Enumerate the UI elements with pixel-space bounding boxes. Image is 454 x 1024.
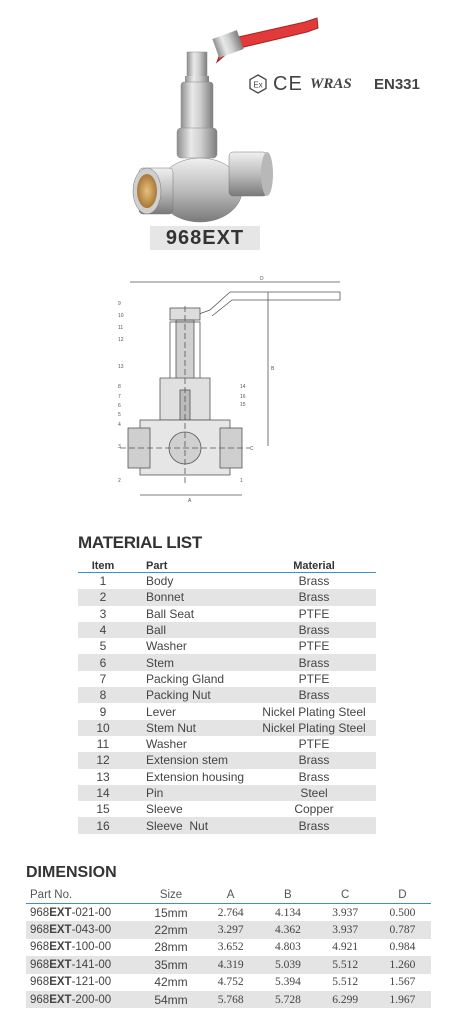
dim-label-b: B — [271, 366, 275, 372]
material-item-cell: 7 — [99, 671, 107, 686]
dimension-title: DIMENSION — [26, 864, 117, 881]
material-part-cell: Lever — [146, 704, 177, 719]
dimension-c-cell: 3.937 — [332, 906, 359, 919]
dimension-size-cell: 42mm — [154, 975, 188, 990]
dimension-d-cell: 1.567 — [389, 976, 416, 989]
dimension-b-cell: 5.728 — [274, 993, 301, 1006]
dimension-b-cell: 4.803 — [274, 941, 301, 954]
material-part-cell: Bonnet — [146, 590, 185, 605]
dimension-size-cell: 54mm — [154, 992, 188, 1007]
dimension-part-no-cell — [26, 921, 140, 938]
dim-label-a: A — [188, 498, 192, 504]
material-row — [78, 638, 376, 654]
material-row — [78, 785, 376, 801]
valve-technical-drawing — [100, 270, 360, 505]
callout-15: 15 — [240, 402, 246, 408]
part-no-prefix: 968 — [30, 941, 50, 954]
dimension-b-cell: 4.362 — [274, 924, 301, 937]
valve-product-photo — [125, 10, 325, 225]
material-material-cell: Brass — [298, 769, 330, 784]
part-no-bold: EXT — [49, 924, 72, 937]
material-material-cell: PTFE — [298, 606, 330, 621]
material-row — [78, 752, 376, 768]
material-material-cell: Brass — [298, 753, 330, 768]
material-item-cell: 14 — [96, 786, 110, 800]
header-size: Size — [159, 888, 183, 901]
dimension-row — [26, 991, 431, 1008]
dimension-b-cell: 5.039 — [274, 958, 301, 971]
material-part-cell: Packing Nut — [146, 688, 211, 703]
callout-11a: 11 — [118, 325, 124, 331]
dimension-size-cell: 28mm — [154, 940, 188, 955]
material-item-cell: 6 — [99, 655, 107, 670]
svg-text:Ex: Ex — [253, 80, 263, 90]
header-part-no: Part No. — [30, 888, 73, 901]
material-row — [78, 703, 376, 719]
material-row — [78, 606, 376, 622]
dimension-d-cell: 1.967 — [389, 993, 416, 1006]
material-row — [78, 622, 376, 638]
material-row — [78, 801, 376, 817]
dimension-a-cell: 2.764 — [217, 906, 244, 919]
material-item-cell: 11 — [96, 737, 110, 752]
material-part-cell: Body — [146, 574, 174, 589]
dimension-d-cell: 0.500 — [389, 906, 416, 919]
part-no-prefix: 968 — [30, 993, 50, 1006]
part-no-suffix: -141-00 — [71, 958, 112, 971]
callout-12: 12 — [118, 337, 124, 343]
dim-label-c: C — [250, 446, 254, 452]
dimension-part-no-cell — [26, 904, 140, 922]
dimension-b-cell: 4.134 — [274, 906, 301, 919]
part-no-bold: EXT — [49, 993, 72, 1006]
material-item-cell: 15 — [96, 802, 110, 817]
material-material-cell: Nickel Plating Steel — [262, 704, 366, 719]
material-material-cell: Brass — [298, 818, 330, 833]
material-part-cell: Ball Seat — [146, 606, 195, 621]
callout-16: 16 — [240, 394, 246, 400]
material-item-cell: 2 — [99, 590, 107, 605]
callout-9: 9 — [118, 301, 121, 307]
dimension-a-cell: 5.768 — [217, 993, 244, 1006]
callout-10: 10 — [118, 313, 124, 319]
material-row — [78, 687, 376, 703]
dimension-a-cell: 3.297 — [217, 924, 244, 937]
callout-2: 2 — [118, 478, 121, 484]
material-item-cell: 5 — [99, 639, 107, 654]
part-no-suffix: -121-00 — [71, 976, 112, 989]
part-no-prefix: 968 — [30, 906, 50, 919]
part-no-bold: EXT — [49, 976, 72, 989]
material-item-cell: 13 — [96, 769, 110, 784]
part-no-prefix: 968 — [30, 958, 50, 971]
part-no-suffix: -043-00 — [71, 924, 112, 937]
header-a: A — [226, 888, 235, 901]
material-item-cell: 8 — [99, 688, 107, 703]
header-b: B — [284, 888, 292, 901]
wras-mark: WRAS — [310, 76, 352, 92]
material-material-cell: PTFE — [298, 671, 330, 686]
header-material: Material — [293, 559, 335, 572]
callout-14: 14 — [240, 384, 246, 390]
dimension-table — [26, 886, 431, 1008]
dimension-part-no-cell — [26, 991, 140, 1008]
callout-5: 5 — [118, 412, 121, 418]
dimension-row — [26, 921, 431, 938]
material-row — [78, 736, 376, 752]
material-part-cell: Extension housing — [146, 769, 245, 784]
en331-mark: EN331 — [374, 76, 420, 93]
part-no-suffix: -021-00 — [71, 906, 112, 919]
ex-hexagon-icon — [248, 74, 268, 94]
ce-mark: CE — [273, 73, 303, 95]
material-part-cell: Washer — [146, 639, 187, 654]
material-material-cell: Copper — [294, 802, 334, 817]
dimension-row — [26, 904, 431, 922]
material-material-cell: Brass — [298, 590, 330, 605]
ex-mark — [248, 74, 268, 99]
material-row — [78, 589, 376, 605]
callout-3: 3 — [118, 444, 121, 450]
material-item-cell: 10 — [96, 720, 110, 735]
callout-7: 7 — [118, 394, 121, 400]
material-material-cell: Nickel Plating Steel — [262, 720, 366, 735]
material-row — [78, 573, 376, 590]
dimension-part-no-cell — [26, 974, 140, 991]
header-d: D — [398, 888, 407, 901]
callout-4: 4 — [118, 422, 121, 428]
material-part-cell: Packing Gland — [146, 671, 225, 686]
material-material-cell: PTFE — [298, 737, 330, 752]
dimension-header-row — [26, 886, 431, 904]
dim-label-d: D — [260, 276, 264, 282]
material-header-row — [78, 559, 376, 573]
material-row — [78, 654, 376, 670]
dimension-c-cell: 4.921 — [332, 941, 359, 954]
header-part: Part — [146, 559, 168, 572]
dimension-d-cell: 1.260 — [389, 958, 416, 971]
material-list-table — [78, 559, 376, 834]
material-item-cell: 9 — [99, 704, 107, 719]
dimension-size-cell: 22mm — [154, 923, 188, 938]
model-label: 968EXT — [150, 226, 260, 250]
material-part-cell: Washer — [146, 737, 187, 752]
dimension-d-cell: 0.984 — [389, 941, 416, 954]
dimension-d-cell: 0.787 — [389, 924, 416, 937]
header-item: Item — [91, 559, 115, 572]
dimension-c-cell: 3.937 — [332, 924, 359, 937]
part-no-prefix: 968 — [30, 976, 50, 989]
dimension-row — [26, 939, 431, 956]
material-material-cell: Brass — [298, 623, 330, 638]
material-part-cell: Pin — [146, 786, 164, 800]
part-no-bold: EXT — [49, 958, 72, 971]
part-no-prefix: 968 — [30, 924, 50, 937]
material-item-cell: 4 — [99, 623, 107, 638]
dimension-a-cell: 3.652 — [217, 941, 244, 954]
part-no-bold: EXT — [49, 906, 72, 919]
material-material-cell: Steel — [300, 786, 328, 800]
part-no-bold: EXT — [49, 941, 72, 954]
dimension-c-cell: 5.512 — [332, 958, 359, 971]
material-row — [78, 769, 376, 785]
dimension-part-no-cell — [26, 939, 140, 956]
material-material-cell: PTFE — [298, 639, 330, 654]
material-item-cell: 3 — [99, 606, 107, 621]
callout-8: 8 — [118, 384, 121, 390]
dimension-a-cell: 4.319 — [217, 958, 244, 971]
material-row — [78, 671, 376, 687]
dimension-part-no-cell — [26, 956, 140, 973]
material-part-cell: Sleeve Nut — [146, 818, 209, 833]
material-material-cell: Brass — [298, 574, 330, 589]
dimension-row — [26, 956, 431, 973]
dimension-row — [26, 974, 431, 991]
part-no-suffix: -200-00 — [71, 993, 112, 1006]
material-material-cell: Brass — [298, 688, 330, 703]
material-item-cell: 16 — [96, 818, 110, 833]
material-part-cell: Stem — [146, 655, 175, 670]
material-part-cell: Ball — [146, 623, 167, 638]
part-no-suffix: -100-00 — [71, 941, 112, 954]
dimension-c-cell: 5.512 — [332, 976, 359, 989]
dimension-b-cell: 5.394 — [274, 976, 301, 989]
header-c: C — [340, 888, 350, 901]
callout-1: 1 — [240, 478, 243, 484]
callout-6: 6 — [118, 403, 121, 409]
material-part-cell: Stem Nut — [146, 720, 197, 735]
dimension-size-cell: 15mm — [154, 905, 188, 920]
material-list-title: MATERIAL LIST — [78, 533, 202, 552]
material-part-cell: Extension stem — [146, 753, 229, 768]
material-row — [78, 720, 376, 736]
material-material-cell: Brass — [298, 655, 330, 670]
material-item-cell: 1 — [99, 574, 107, 589]
material-item-cell: 12 — [96, 753, 110, 768]
material-part-cell: Sleeve — [146, 802, 183, 817]
dimension-a-cell: 4.752 — [217, 976, 244, 989]
dimension-c-cell: 6.299 — [332, 993, 359, 1006]
dimension-size-cell: 35mm — [154, 957, 188, 972]
material-row — [78, 817, 376, 833]
callout-13: 13 — [118, 364, 124, 370]
